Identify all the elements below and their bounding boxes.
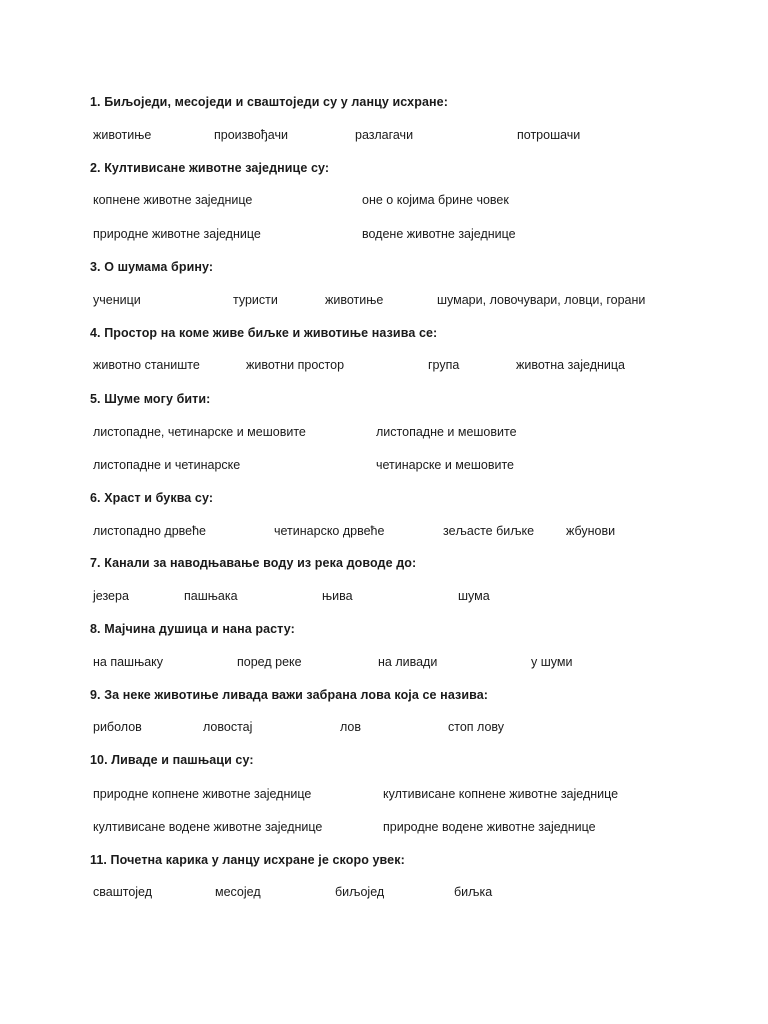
q1-option-b: произвођачи: [214, 128, 288, 142]
question-1: 1. Биљоједи, месоједи и сваштоједи су у ланцу исхране:: [90, 95, 448, 109]
q3-option-d: шумари, ловочувари, ловци, горани: [437, 293, 646, 307]
q8-option-d: у шуми: [531, 655, 573, 669]
q1-option-d: потрошачи: [517, 128, 581, 142]
q4-option-d: животна заједница: [516, 358, 626, 372]
q11-option-a: сваштојед: [93, 885, 153, 899]
q7-option-d: шума: [458, 589, 490, 603]
q6-option-b: четинарско дрвеће: [274, 524, 385, 538]
q5-option-c: листопадне и четинарске: [93, 458, 241, 472]
question-7: 7. Канали за наводњавање воду из река доводе до:: [90, 556, 417, 570]
q8-option-c: на ливади: [378, 655, 438, 669]
q10-option-a: природне копнене животне заједнице: [93, 787, 312, 801]
q5-option-a: листопадне, четинарске и мешовите: [93, 425, 306, 439]
q7-option-c: њива: [322, 589, 353, 603]
q3-option-c: животиње: [325, 293, 384, 307]
q2-option-a: копнене животне заједнице: [93, 193, 253, 207]
q3-option-a: ученици: [93, 293, 141, 307]
question-11: 11. Почетна карика у ланцу исхране је скоро увек:: [90, 853, 405, 867]
question-4: 4. Простор на коме живе биљке и животиње назива се:: [90, 326, 438, 340]
question-8: 8. Мајчина душица и нана расту:: [90, 622, 295, 636]
q9-option-c: лов: [340, 720, 362, 734]
q5-option-d: четинарске и мешовите: [376, 458, 514, 472]
q10-option-b: култивисане копнене животне заједнице: [383, 787, 619, 801]
q11-option-d: биљка: [454, 885, 493, 899]
question-5: 5. Шуме могу бити:: [90, 392, 211, 406]
question-2: 2. Култивисане животне заједнице су:: [90, 161, 330, 175]
q9-option-a: риболов: [93, 720, 142, 734]
question-10: 10. Ливаде и пашњаци су:: [90, 753, 254, 767]
q6-option-a: листопадно дрвеће: [93, 524, 207, 538]
q1-option-c: разлагачи: [355, 128, 414, 142]
q8-option-b: поред реке: [237, 655, 302, 669]
question-6: 6. Храст и буква су:: [90, 491, 214, 505]
q4-option-a: животно станиште: [93, 358, 200, 372]
question-3: 3. О шумама брину:: [90, 260, 214, 274]
q8-option-a: на пашњаку: [93, 655, 164, 669]
q2-option-d: водене животне заједнице: [362, 227, 516, 241]
q9-option-d: стоп лову: [448, 720, 505, 734]
q9-option-b: ловостај: [203, 720, 253, 734]
q4-option-b: животни простор: [246, 358, 345, 372]
q5-option-b: листопадне и мешовите: [376, 425, 517, 439]
q7-option-b: пашњака: [184, 589, 238, 603]
q1-option-a: животиње: [93, 128, 152, 142]
question-9: 9. За неке животиње ливада важи забрана лова која се назива:: [90, 688, 489, 702]
q2-option-c: природне животне заједнице: [93, 227, 261, 241]
q4-option-c: група: [428, 358, 460, 372]
q10-option-c: култивисане водене животне заједнице: [93, 820, 323, 834]
q2-option-b: оне о којима брине човек: [362, 193, 509, 207]
q7-option-a: језера: [93, 589, 129, 603]
q11-option-b: месојед: [215, 885, 261, 899]
q3-option-b: туристи: [233, 293, 278, 307]
q6-option-c: зељасте биљке: [443, 524, 535, 538]
q11-option-c: биљојед: [335, 885, 385, 899]
q6-option-d: жбунови: [566, 524, 616, 538]
q10-option-d: природне водене животне заједнице: [383, 820, 596, 834]
